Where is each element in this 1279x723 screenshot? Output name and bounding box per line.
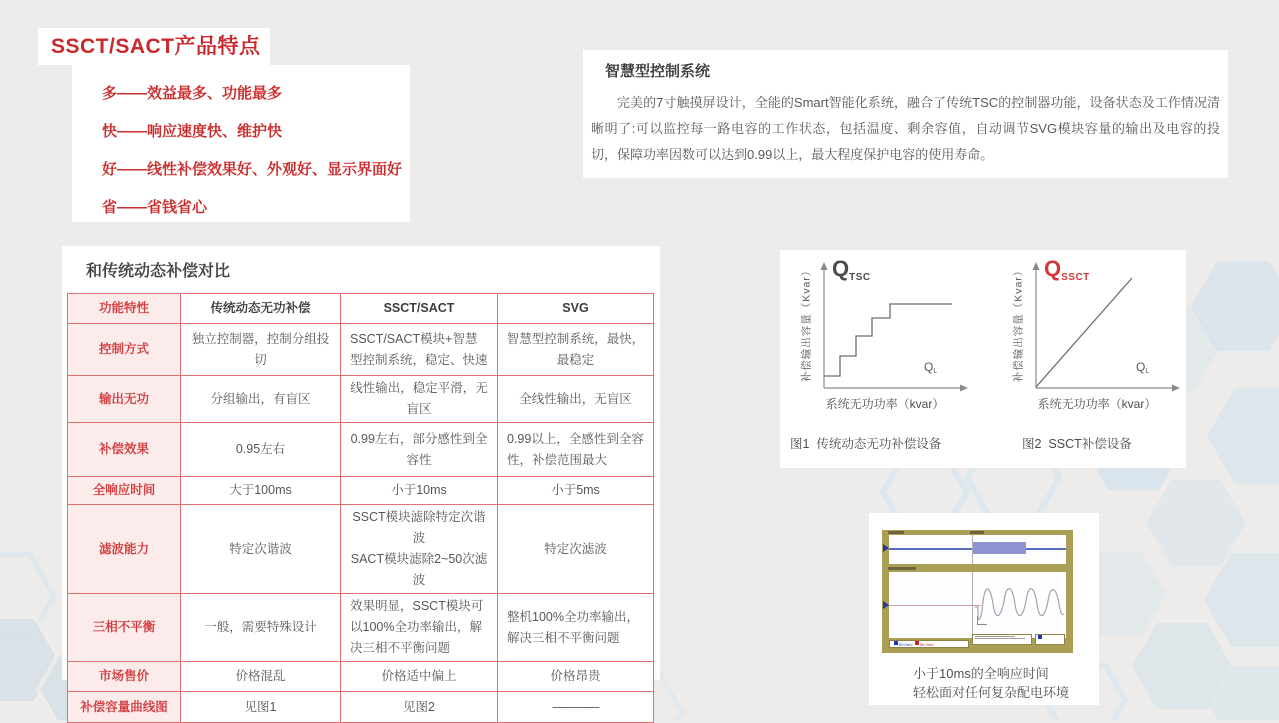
cell-ssct: 价格适中偏上	[341, 662, 498, 692]
table-row	[68, 692, 654, 723]
cell-traditional: 独立控制器，控制分组投切	[181, 324, 341, 376]
cell-svg: 智慧型控制系统，最快，最稳定	[498, 324, 654, 376]
page-title: SSCT/SACT产品特点	[51, 35, 261, 58]
cell-svg: 价格昂贵	[498, 662, 654, 692]
smart-system-heading: 智慧型控制系统	[605, 63, 711, 80]
charts-panel	[780, 250, 1186, 468]
smart-system-paragraph: 完美的7寸触摸屏设计，全能的Smart智能化系统，融合了传统TSC的控制器功能，设备状态及工作情况清晰明了:可以监控每一路电容的工作状态，包括温度、剩余容值，自动调节SVG模块容量的输出及电容的投切，保障功率因数可以达到0.99以上，最大程度保护电容的使用寿命。	[591, 95, 1220, 162]
comparison-table	[67, 293, 654, 723]
scope-waveform-panel	[889, 572, 1066, 638]
cell-ssct: 效果明显，SSCT模块可以100%全功率输出，解决三相不平衡问题	[341, 594, 498, 662]
scope-time-annotation	[977, 616, 987, 625]
fig2-y-axis-label: 补偿输出容量（Kvar）	[1012, 264, 1025, 383]
scope-sine-wave	[975, 574, 1065, 636]
cell-traditional: 特定次谐波	[181, 505, 341, 594]
channel1-chip-icon	[894, 641, 898, 645]
cell-svg: 0.99以上，全感性到全容性，补偿范围最大	[498, 423, 654, 477]
scope-top-label	[888, 531, 904, 534]
fig1-x-end-label: QL	[924, 360, 938, 375]
table-header-row	[68, 294, 654, 324]
scope-mid-label	[888, 567, 916, 570]
row-feature: 三相不平衡	[68, 594, 181, 662]
col-header-feature: 功能特性	[68, 294, 181, 324]
table-row	[68, 376, 654, 423]
cell-ssct: SSCT模块滤除特定次谐波 SACT模块滤除2~50次滤波	[341, 505, 498, 594]
table-row	[68, 324, 654, 376]
fig2-linear-curve	[1036, 278, 1132, 387]
scope-timebase-box	[972, 634, 1032, 645]
cell-traditional: 见图1	[181, 692, 341, 723]
table-row	[68, 594, 654, 662]
fig1-plot	[800, 260, 970, 405]
title-box	[38, 28, 270, 65]
cell-svg: ————	[498, 692, 654, 723]
row-feature: 控制方式	[68, 324, 181, 376]
fig2-plot	[1012, 260, 1182, 405]
table-row	[68, 477, 654, 505]
cell-traditional: 0.95左右	[181, 423, 341, 477]
cell-svg: 整机100%全功率输出，解决三相不平衡问题	[498, 594, 654, 662]
fig1-caption: 图1 传统动态无功补偿设备	[790, 437, 942, 451]
cell-ssct: 见图2	[341, 692, 498, 723]
cell-svg: 特定次滤波	[498, 505, 654, 594]
row-feature: 补偿容量曲线图	[68, 692, 181, 723]
row-feature: 全响应时间	[68, 477, 181, 505]
scope-flat-trace	[889, 605, 981, 606]
cell-svg: 小于5ms	[498, 477, 654, 505]
feature-item-more: 多——效益最多、功能最多	[102, 85, 283, 102]
cell-ssct: 0.99左右，部分感性到全容性	[341, 423, 498, 477]
oscilloscope-screenshot	[882, 530, 1073, 653]
channel2-chip-icon	[915, 641, 919, 645]
fig1-curve-label: $Q_{TSC}$	[832, 256, 871, 283]
comparison-title: 和传统动态补偿对比	[86, 263, 231, 280]
cell-traditional: 一般，需要特殊设计	[181, 594, 341, 662]
feature-item-fast: 快——响应速度快、维护快	[102, 123, 283, 140]
channel-marker-icon	[883, 544, 889, 552]
table-row	[68, 423, 654, 477]
feature-item-good: 好——线性补偿效果好、外观好、显示界面好	[102, 161, 403, 178]
fig1-y-axis-label: 补偿输出容量（Kvar）	[800, 264, 813, 383]
table-row	[68, 662, 654, 692]
scope-caption-line1: 小于10ms的全响应时间	[913, 666, 1049, 681]
cell-traditional: 分组输出，有盲区	[181, 376, 341, 423]
channel1-scale: 50.0mV	[899, 642, 913, 647]
fig1-x-axis-label: 系统无功功率（kvar）	[825, 397, 945, 411]
feature-item-save: 省——省钱省心	[102, 199, 208, 216]
row-feature: 市场售价	[68, 662, 181, 692]
row-feature: 输出无功	[68, 376, 181, 423]
channel2-scale: 50.0mV	[919, 642, 934, 647]
channel-marker-icon	[883, 601, 889, 609]
cell-svg: 全线性输出，无盲区	[498, 376, 654, 423]
fig2-curve-label: $Q_{SSCT}$	[1044, 256, 1090, 283]
oscilloscope-panel	[869, 513, 1099, 705]
scope-trigger-source-box	[1035, 634, 1065, 645]
scope-channel-readouts	[889, 640, 969, 648]
scope-trigger-readout	[970, 531, 984, 534]
smart-system-box	[583, 50, 1228, 178]
fig2-caption: 图2 SSCT补偿设备	[1022, 437, 1132, 451]
col-header-svg: SVG	[498, 294, 654, 324]
features-box	[72, 65, 410, 222]
cell-traditional: 价格混乱	[181, 662, 341, 692]
comparison-panel	[62, 246, 660, 714]
cell-ssct: SSCT/SACT模块+智慧型控制系统，稳定、快速	[341, 324, 498, 376]
cell-ssct: 小于10ms	[341, 477, 498, 505]
row-feature: 补偿效果	[68, 423, 181, 477]
fig2-x-axis-label: 系统无功功率（kvar）	[1037, 397, 1157, 411]
chart-figure-2	[1008, 256, 1193, 421]
table-row	[68, 505, 654, 594]
scope-trigger-channel-panel	[889, 535, 1066, 564]
col-header-ssct: SSCT/SACT	[341, 294, 498, 324]
cell-ssct: 线性输出，稳定平滑，无盲区	[341, 376, 498, 423]
scope-caption-line2: 轻松面对任何复杂配电环境	[913, 685, 1070, 700]
chart-figure-1	[796, 256, 981, 421]
fig2-x-end-label: QL	[1136, 360, 1150, 375]
row-feature: 滤波能力	[68, 505, 181, 594]
cell-traditional: 大于100ms	[181, 477, 341, 505]
scope-burst-block	[973, 542, 1026, 554]
col-header-traditional: 传统动态无功补偿	[181, 294, 341, 324]
